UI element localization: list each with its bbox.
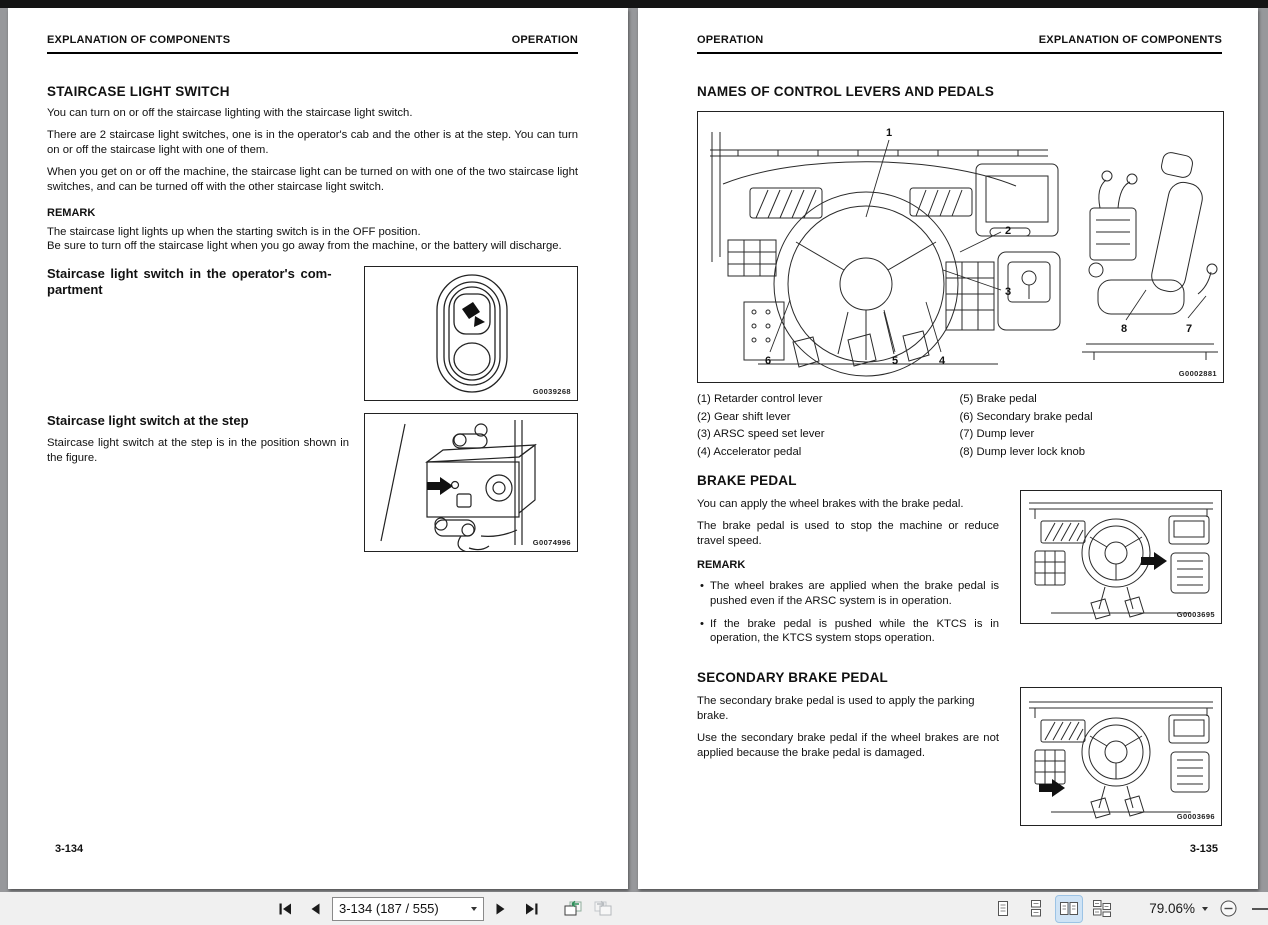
viewer-top-edge — [0, 0, 1268, 8]
figure-code: G0003696 — [1176, 812, 1215, 822]
secondary-brake-pedal-figure — [1020, 687, 1222, 826]
header-right-text: OPERATION — [511, 34, 578, 46]
viewer-toolbar — [0, 892, 1268, 925]
section-title: BRAKE PEDAL — [697, 473, 797, 488]
bullet-item: • The wheel brakes are applied when the brake pedal is pushed even if the ARSC system is in operation. — [700, 579, 999, 607]
callout-3: 3 — [1004, 286, 1012, 298]
figure-code: G0039268 — [532, 386, 571, 396]
first-page-button[interactable] — [272, 896, 298, 922]
last-page-icon — [524, 902, 539, 916]
remark-label: REMARK — [697, 558, 746, 571]
previous-page-button[interactable] — [302, 896, 328, 922]
legend-item: (1) Retarder control lever — [697, 393, 823, 405]
single-page-view-icon — [994, 900, 1012, 917]
last-page-button[interactable] — [518, 896, 544, 922]
first-page-icon — [278, 902, 293, 916]
page-number-field[interactable] — [332, 897, 484, 921]
figure-code: G0003695 — [1176, 610, 1215, 619]
section-title: SECONDARY BRAKE PEDAL — [697, 670, 888, 686]
sub-section-title: Staircase light switch in the operator's com- partment — [47, 265, 332, 298]
legend-item: (3) ARSC speed set lever — [697, 428, 825, 440]
next-view-button[interactable] — [590, 896, 616, 922]
remark-text: The staircase light lights up when the starting switch is in the OFF position. — [47, 225, 421, 238]
section-title: STAIRCASE LIGHT SWITCH — [47, 84, 230, 99]
page-number: 3-134 — [55, 843, 84, 855]
callout-4: 4 — [938, 355, 946, 367]
legend-item: (7) Dump lever — [959, 428, 1035, 440]
previous-page-icon — [309, 902, 321, 916]
header-left-text: OPERATION — [697, 34, 764, 46]
legend-item: (4) Accelerator pedal — [697, 445, 802, 458]
paragraph: You can turn on or off the staircase lighting with the staircase light switch. — [47, 107, 413, 119]
staircase-switch-cab-figure — [364, 266, 578, 401]
page-header — [47, 34, 578, 54]
sub-section-title: Staircase light switch at the step — [47, 412, 249, 428]
continuous-view-button[interactable] — [1023, 896, 1049, 922]
section-title: NAMES OF CONTROL LEVERS AND PEDALS — [697, 84, 995, 99]
legend-item: (8) Dump lever lock knob — [959, 445, 1086, 458]
legend-item: (5) Brake pedal — [959, 393, 1037, 405]
single-page-view-button[interactable] — [990, 896, 1016, 922]
arrow-icon — [427, 477, 453, 495]
callout-6: 6 — [764, 355, 772, 367]
arrow-icon — [1039, 779, 1065, 797]
paragraph: The secondary brake pedal is used to apply the parking brake. — [697, 695, 975, 723]
legend-item: (6) Secondary brake pedal — [959, 410, 1093, 423]
pdf-page-right — [638, 8, 1258, 889]
two-page-view-button[interactable] — [1056, 896, 1082, 922]
figure-legend — [697, 391, 1222, 461]
legend-item: (2) Gear shift lever — [697, 410, 791, 423]
zoom-out-icon — [1219, 899, 1238, 918]
zoom-slider[interactable] — [1252, 908, 1268, 910]
control-levers-overview-figure — [697, 111, 1224, 383]
arrow-icon — [1141, 552, 1167, 570]
next-page-icon — [495, 902, 507, 916]
next-page-button[interactable] — [488, 896, 514, 922]
next-view-icon — [593, 900, 613, 918]
two-page-continuous-view-button[interactable] — [1089, 896, 1115, 922]
two-page-view-icon — [1060, 900, 1078, 917]
callout-5: 5 — [891, 355, 899, 367]
staircase-switch-step-figure — [364, 413, 578, 552]
callout-7: 7 — [1185, 323, 1193, 335]
chevron-down-icon[interactable] — [471, 907, 477, 911]
paragraph: There are 2 staircase light switches, one is in the operator's cab and the other is at the step. You can turn on or off the staircase light with one of them. — [47, 128, 578, 156]
callout-2: 2 — [1004, 225, 1012, 237]
paragraph: The brake pedal is used to stop the machine or reduce travel speed. — [697, 519, 999, 547]
paragraph: Use the secondary brake pedal if the wheel brakes are not applied because the brake pedal is damaged. — [697, 732, 999, 760]
figure-code: G0074996 — [532, 537, 571, 547]
callout-1: 1 — [885, 127, 893, 139]
callout-8: 8 — [1120, 323, 1128, 335]
pdf-page-left — [8, 8, 628, 889]
page-number: 3-135 — [1189, 843, 1218, 855]
figure-code: G0002881 — [1178, 369, 1217, 378]
two-page-continuous-view-icon — [1093, 900, 1111, 917]
zoom-level-value: 79.06% — [1149, 901, 1195, 916]
paragraph: You can apply the wheel brakes with the brake pedal. — [697, 498, 964, 510]
brake-pedal-figure — [1020, 490, 1222, 624]
remark-label: REMARK — [47, 206, 96, 219]
paragraph: Staircase light switch at the step is in the position shown in the figure. — [47, 437, 349, 465]
paragraph: When you get on or off the machine, the staircase light can be turned on with one of the two staircase light switches, and can be turned off with the other staircase light switch. — [47, 165, 578, 193]
header-left-text: EXPLANATION OF COMPONENTS — [47, 34, 231, 46]
page-field-value: 3-134 (187 / 555) — [339, 901, 439, 916]
previous-view-button[interactable] — [560, 896, 586, 922]
page-header — [697, 34, 1222, 54]
previous-view-icon — [563, 900, 583, 918]
continuous-view-icon — [1027, 900, 1045, 917]
zoom-dropdown-icon[interactable] — [1202, 907, 1208, 911]
remark-text: Be sure to turn off the staircase light when you go away from the machine, or the battery will discharge. — [47, 240, 562, 253]
zoom-out-button[interactable] — [1215, 896, 1241, 922]
bullet-item: • If the brake pedal is pushed while the KTCS is in operation, the KTCS system stops operation. — [700, 617, 999, 645]
header-right-text: EXPLANATION OF COMPONENTS — [1038, 34, 1222, 46]
lamp-icon — [462, 302, 485, 327]
